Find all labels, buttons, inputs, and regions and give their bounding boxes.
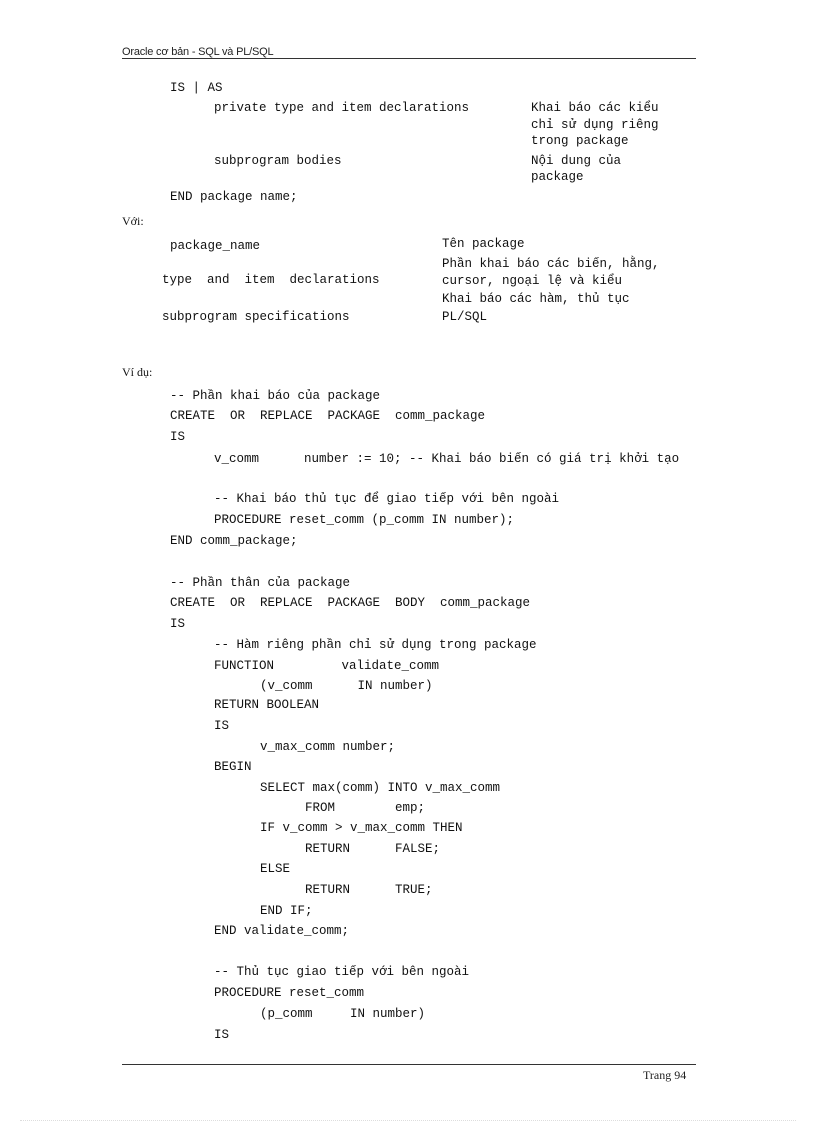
code-line: CREATE OR REPLACE PACKAGE comm_package <box>170 409 486 423</box>
code-line: -- Khai báo thủ tục để giao tiếp với bên ngoài <box>214 492 560 506</box>
code-line: v_comm number := 10; -- Khai báo biến có giá trị khởi tạo <box>214 452 680 466</box>
code-line: RETURN TRUE; <box>305 883 433 897</box>
code-line: ELSE <box>260 862 291 876</box>
code-line: (v_comm IN number) <box>260 679 433 693</box>
param-term-package-name: package_name <box>170 239 261 253</box>
code-line: FROM emp; <box>305 801 426 815</box>
code-line: END comm_package; <box>170 534 298 548</box>
code-line: IS <box>214 719 230 733</box>
syntax-private-desc-1: Khai báo các kiểu <box>531 101 659 115</box>
code-line: SELECT max(comm) INTO v_max_comm <box>260 781 501 795</box>
code-line: PROCEDURE reset_comm <box>214 986 365 1000</box>
code-line: -- Phần khai báo của package <box>170 389 381 403</box>
code-line: IS <box>214 1028 230 1042</box>
param-desc-subprog-2: PL/SQL <box>442 310 488 324</box>
footer-rule <box>122 1064 696 1065</box>
syntax-bodies-desc-1: Nội dung của <box>531 154 622 168</box>
syntax-private-desc-3: trong package <box>531 134 629 148</box>
code-line: (p_comm IN number) <box>260 1007 426 1021</box>
param-term-subprog: subprogram specifications <box>162 310 350 324</box>
voi-label: Với: <box>122 214 144 228</box>
syntax-bodies-desc-2: package <box>531 170 584 184</box>
syntax-private-decl: private type and item declarations <box>214 101 470 115</box>
running-header: Oracle cơ bản - SQL và PL/SQL <box>122 46 274 58</box>
code-line: IS <box>170 430 186 444</box>
code-line: END validate_comm; <box>214 924 350 938</box>
example-label: Ví dụ: <box>122 365 153 379</box>
code-line: RETURN BOOLEAN <box>214 698 320 712</box>
code-line: -- Phần thân của package <box>170 576 351 590</box>
code-line: -- Hàm riêng phần chỉ sử dụng trong package <box>214 638 537 652</box>
syntax-end-line: END package name; <box>170 190 298 204</box>
code-line: FUNCTION validate_comm <box>214 659 440 673</box>
param-desc-type-2: cursor, ngoại lệ và kiểu <box>442 274 623 288</box>
code-line: PROCEDURE reset_comm (p_comm IN number); <box>214 513 515 527</box>
code-line: v_max_comm number; <box>260 740 396 754</box>
header-rule <box>122 58 696 59</box>
code-line: BEGIN <box>214 760 252 774</box>
syntax-private-desc-2: chỉ sử dụng riêng <box>531 118 659 132</box>
code-line: -- Thủ tục giao tiếp với bên ngoài <box>214 965 470 979</box>
param-term-type: type and item declarations <box>162 273 380 287</box>
syntax-subprogram-bodies: subprogram bodies <box>214 154 342 168</box>
page-number: Trang 94 <box>643 1068 687 1082</box>
syntax-is-as: IS | AS <box>170 81 223 95</box>
code-line: END IF; <box>260 904 313 918</box>
code-line: RETURN FALSE; <box>305 842 441 856</box>
code-line: CREATE OR REPLACE PACKAGE BODY comm_package <box>170 596 531 610</box>
param-desc-subprog-1: Khai báo các hàm, thủ tục <box>442 292 630 306</box>
code-line: IF v_comm > v_max_comm THEN <box>260 821 463 835</box>
page-edge <box>20 1120 796 1121</box>
param-desc-package-name: Tên package <box>442 237 525 251</box>
param-desc-type-1: Phần khai báo các biến, hằng, <box>442 257 660 271</box>
code-line: IS <box>170 617 186 631</box>
